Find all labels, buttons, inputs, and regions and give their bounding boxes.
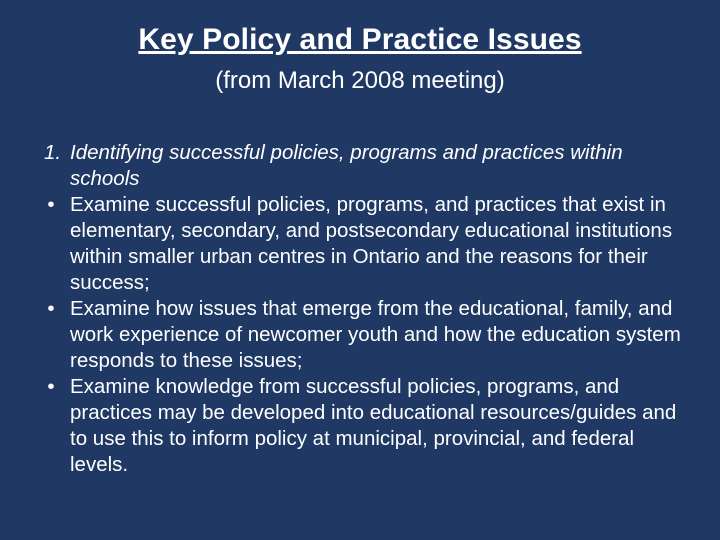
slide-body xyxy=(44,140,684,478)
bullet-text: Examine knowledge from successful policies, programs, and practices may be developed into educational resources/guides and to use this to inform policy at municipal, provincial, and federal levels. xyxy=(70,375,677,476)
bullet-text: Examine successful policies, programs, and practices that exist in elementary, secondary, and postsecondary educational institutions within smaller urban centres in Ontario and the reasons for their success; xyxy=(70,193,673,294)
bullet-item xyxy=(44,296,684,374)
bullet-item xyxy=(44,192,684,296)
item-number: 1. xyxy=(44,141,62,164)
slide-title: Key Policy and Practice Issues xyxy=(138,23,582,56)
bullet-item xyxy=(44,374,684,478)
bullet-icon: • xyxy=(47,193,55,216)
item-text: Identifying successful policies, programs and practices within schools xyxy=(70,141,623,190)
bullet-list xyxy=(44,192,684,478)
bullet-text: Examine how issues that emerge from the educational, family, and work experience of newcomer youth and how the education system responds to these issues; xyxy=(70,297,681,372)
bullet-icon: • xyxy=(47,375,55,398)
numbered-item-1 xyxy=(44,140,684,192)
slide-subtitle: (from March 2008 meeting) xyxy=(215,67,505,94)
bullet-icon: • xyxy=(47,297,55,320)
